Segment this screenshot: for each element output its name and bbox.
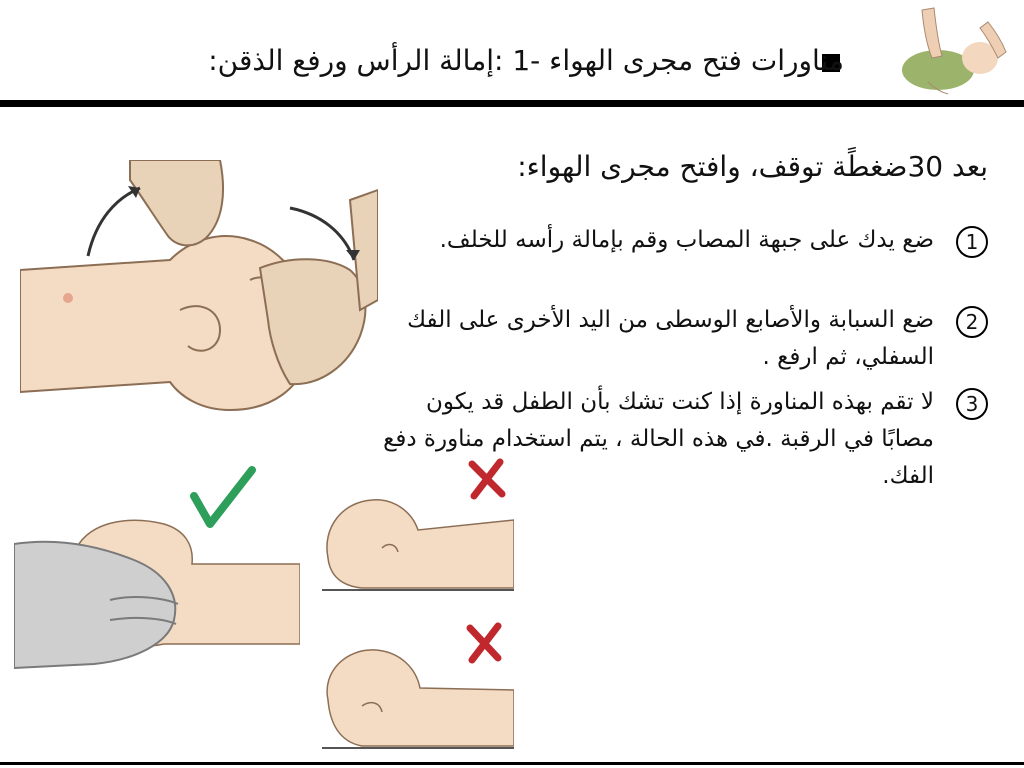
intro-text: بعد 30ضغطًة توقف، وافتح مجرى الهواء: bbox=[517, 150, 988, 183]
step-number: 3 bbox=[956, 388, 988, 420]
checkmark-icon bbox=[194, 470, 252, 524]
step-1 bbox=[368, 222, 988, 259]
footer-divider bbox=[0, 762, 1024, 765]
step-text: ضع السبابة والأصابع الوسطى من اليد الأخرى على الفك السفلي، ثم ارفع . bbox=[407, 307, 934, 370]
head-tilt-chin-lift-illustration bbox=[20, 160, 378, 430]
step-text: ضع يدك على جبهة المصاب وقم بإمالة رأسه للخلف. bbox=[439, 227, 934, 253]
wrong-position-2-illustration bbox=[322, 620, 514, 752]
slide-title: مناورات فتح مجرى الهواء -1 :إمالة الرأس ورفع الذقن: bbox=[208, 44, 844, 77]
step-number: 1 bbox=[956, 226, 988, 258]
wrong-position-1-illustration bbox=[322, 458, 514, 596]
step-number: 2 bbox=[956, 306, 988, 338]
step-text: لا تقم بهذه المناورة إذا كنت تشك بأن الطفل قد يكون مصابًا في الرقبة .في هذه الحالة ، يتم استخدام مناورة دفع الفك. bbox=[383, 389, 934, 489]
infant-cpr-logo-icon bbox=[888, 2, 1020, 98]
correct-position-illustration bbox=[14, 464, 300, 672]
header-divider bbox=[0, 100, 1024, 107]
step-2 bbox=[368, 302, 988, 376]
cross-icon bbox=[470, 626, 498, 660]
title-bar bbox=[0, 0, 1024, 100]
cross-icon bbox=[472, 462, 502, 496]
